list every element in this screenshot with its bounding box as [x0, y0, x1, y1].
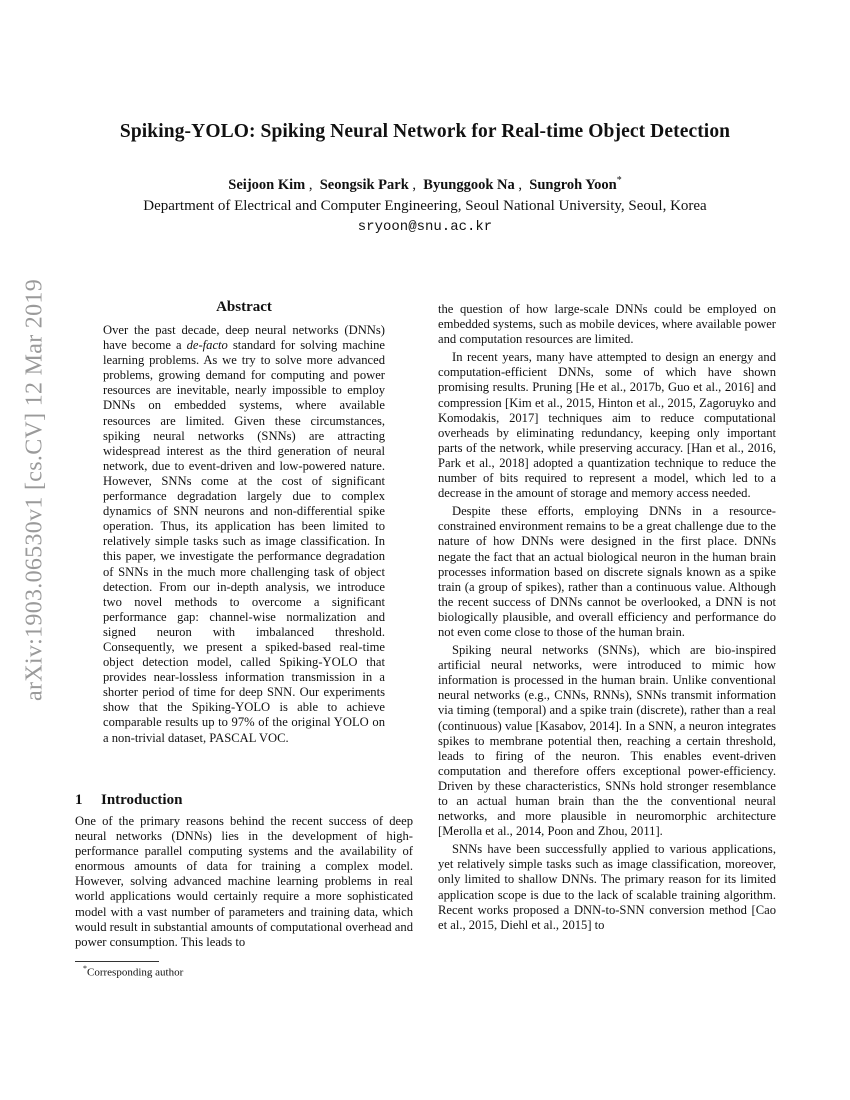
contact-email: sryoon@snu.ac.kr — [357, 219, 493, 235]
footnote-mark: * — [83, 964, 87, 973]
paper-title: Spiking-YOLO: Spiking Neural Network for Real-time Object Detection — [119, 121, 731, 142]
section-title: Introduction — [101, 792, 183, 808]
footnote — [83, 964, 183, 979]
body-paragraph: In recent years, many have attempted to design an energy and computation-efficient DNNs, some of which have shown promising results. Pruning [He et al., 2017b, Guo et al., 2016] and compression [Kim et al., 2015, Hinton et al., 2015, Zagoruyko and Komodakis, 2017] techniques aim to reduce computational overheads by eliminating redundancy, keeping only important parts of the network, while preserving accuracy. [Han et al., 2016, Park et al., 2018] adopted a quantization technique to reduce the number of bits required to represent a model, which led to a decrease in the amount of storage and memory access needed. — [438, 350, 776, 501]
arxiv-identifier-sidebar — [18, 278, 52, 702]
affiliation: Department of Electrical and Computer Engineering, Seoul National University, Seoul, Korea — [143, 198, 707, 214]
section-number: 1 — [75, 792, 83, 808]
body-paragraph: SNNs have been successfully applied to various applications, yet relatively simple tasks such as image classification, moreover, only limited to shallow DNNs. The primary reason for its limited application scope is due to the lack of scalable training algorithm. Recent works proposed a DNN-to-SNN conversion method [Cao et al., 2015, Diehl et al., 2015] to — [438, 842, 776, 932]
body-paragraph: Despite these efforts, employing DNNs in a resource-constrained environment remains to be a great challenge due to the nature of how DNNs were designed in the first place. DNNs negate the fact that an actual biological neuron in the human brain processes information based on discrete signals known as a spike train (a group of spikes), rather than a continuous value. Although the recent success of DNNs cannot be overlooked, a DNN is not biologically plausible, and overall efficiency and performance do not even come close to those of the human brain. — [438, 504, 776, 639]
author-name: Byunggook Na — [423, 177, 515, 193]
author-name: Sungroh Yoon — [529, 177, 617, 193]
footnote-rule — [75, 961, 159, 962]
abstract-text: Over the past decade, deep neural networks (DNNs) have become a — [103, 323, 385, 353]
arxiv-identifier: arXiv:1903.06530v1 [cs.CV] 12 Mar 2019 — [21, 278, 48, 702]
author-list: Seijoon Kim , Seongsik Park , Byunggook Na , Sungroh Yoon* — [228, 175, 622, 193]
abstract-emphasis: de-facto — [186, 338, 228, 353]
abstract-body — [103, 323, 385, 746]
abstract-heading: Abstract — [216, 299, 272, 315]
author-name: Seijoon Kim — [228, 177, 306, 193]
section-heading-introduction — [75, 792, 182, 809]
abstract-text: standard for solving machine learning problems. As we try to solve more advanced problems, growing demand for computing and power resources are inevitable, nearly impossible to employ DNNs on embedded systems, where available resources are limited. Given these circumstances, spiking neural networks (SNNs) are attracting widespread interest as the third generation of neural network, due to event-driven and low-powered nature. However, SNNs come at the cost of significant performance degradation largely due to complex dynamics of SNN neurons and non-differential spike operation. Thus, its application has been limited to relatively simple tasks such as image classification. In this paper, we investigate the performance degradation of SNNs in the much more challenging task of object detection. From our in-depth analysis, we introduce two novel methods to overcome a significant performance gap: channel-wise normalization and signed neuron with imbalanced threshold. Consequently, we present a spiked-based real-time object detection model, called Spiking-YOLO that provides near-lossless information transmission in a shorter period of time for deep SNN. Our experiments show that the Spiking-YOLO is able to achieve comparable results up to 97% of the original YOLO on a non-trivial dataset, PASCAL VOC. — [103, 338, 386, 745]
body-paragraph: the question of how large-scale DNNs could be employed on embedded systems, such as mobile devices, where available power and computation resources are limited. — [438, 302, 776, 347]
right-column — [438, 302, 776, 936]
author-name: Seongsik Park — [319, 177, 409, 193]
body-paragraph: Spiking neural networks (SNNs), which are bio-inspired artificial neural networks, were introduced to mimic how information is processed in the human brain. Unlike conventional neural networks (e.g., CNNs, RNNs), SNNs transmit information via timing (temporal) and a spike train (discrete), rather than a real (continuous) value [Kasabov, 2014]. In a SNN, a neuron integrates spikes to membrane potential then, reaching a certain threshold, leads to firing of the neuron. This enables event-driven computation and therefore offers exceptional power-efficiency. Driven by these characteristics, SNNs hold stronger resemblance to an actual human brain than the the conventional neural networks, and more plausible in neuromorphic architecture [Merolla et al., 2014, Poon and Zhou, 2011]. — [438, 643, 776, 839]
footnote-text: Corresponding author — [87, 966, 184, 979]
corresponding-author-mark: * — [616, 175, 622, 186]
introduction-paragraph: One of the primary reasons behind the recent success of deep neural networks (DNNs) lies in the development of high-performance parallel computing systems and the availability of enormous amounts of data for training a complex model. However, solving advanced machine learning problems in real world applications would certainly require a more sophisticated model with a vast number of parameters and training data, which would result in substantial amounts of computational overhead and power consumption. This leads to — [75, 814, 413, 949]
